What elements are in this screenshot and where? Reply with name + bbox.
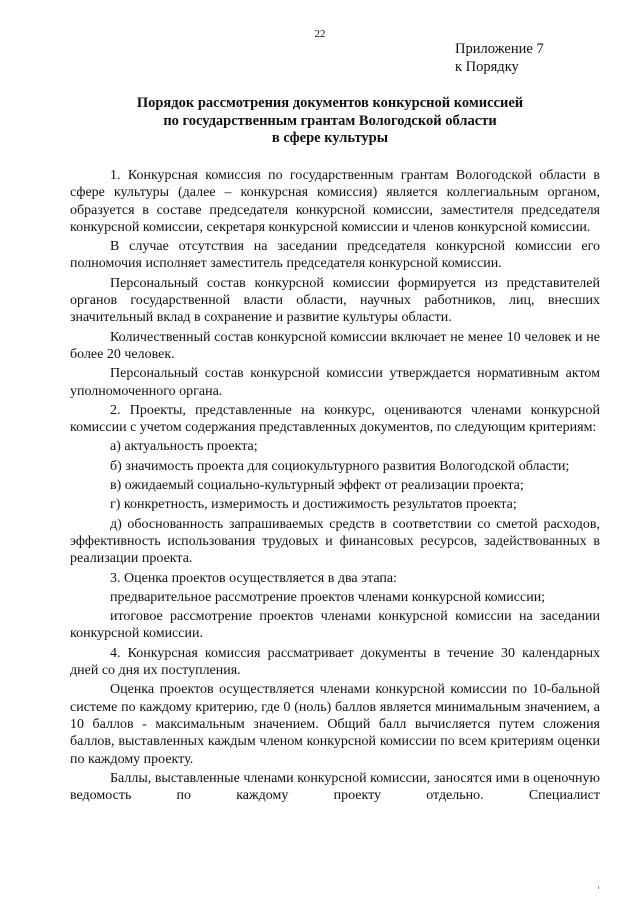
criterion-b: б) значимость проекта для социокультурного развития Вологодской области; xyxy=(110,458,570,474)
title-line-2: по государственным грантам Вологодской области xyxy=(163,112,497,129)
scan-mark xyxy=(598,886,599,889)
paragraph-5: Персональный состав конкурсной комиссии утверждается нормативным актом уполномоченного органа. xyxy=(70,366,600,399)
paragraph-9: Оценка проектов осуществляется членами конкурсной комиссии по 10-бальной системе по каждому критерию, где 0 (ноль) баллов является минимальным значением, а 10 баллов - максимальным значением. Общий балл вычисляется путем сложения баллов, выставленных каждым членом конкурсной комиссии по всем критериям оценки по каждому проекту. xyxy=(70,682,600,767)
document-body xyxy=(70,167,600,806)
paragraph-1: 1. Конкурсная комиссия по государственным грантам Вологодской области в сфере культуры (далее – конкурсная комиссия) является коллегиальным органом, образуется в составе председателя конкурсной комиссии, заместителя председателя конкурсной комиссии, секретаря конкурсной комиссии и членов конкурсной комиссии. xyxy=(70,168,600,235)
paragraph-7: 3. Оценка проектов осуществляется в два этапа: xyxy=(110,570,398,586)
title-line-1: Порядок рассмотрения документов конкурсной комиссией xyxy=(136,95,524,111)
document-title xyxy=(60,95,600,148)
criterion-a: а) актуальность проекта; xyxy=(110,439,258,455)
appendix-reference xyxy=(455,40,544,76)
appendix-line-2: к Порядку xyxy=(455,59,519,75)
criterion-e: д) обоснованность запрашиваемых средств в соответствии со сметой расходов, эффективность использования трудовых и финансовых ресурсов, задействованных в реализации проекта. xyxy=(70,516,600,567)
paragraph-8: 4. Конкурсная комиссия рассматривает документы в течение 30 календарных дней со дня их поступления. xyxy=(70,645,600,679)
paragraph-6: 2. Проекты, представленные на конкурс, оцениваются членами конкурсной комиссии с учетом содержания представленных документов, по следующим критериям: xyxy=(70,402,600,436)
paragraph-4: Количественный состав конкурсной комиссии включает не менее 10 человек и не более 20 человек. xyxy=(70,329,600,362)
title-line-3: в сфере культуры xyxy=(271,130,389,146)
criterion-d: г) конкретность, измеримость и достижимость результатов проекта; xyxy=(110,497,517,513)
appendix-line-1: Приложение 7 xyxy=(455,41,544,57)
paragraph-2: В случае отсутствия на заседании председателя конкурсной комиссии его полномочия исполняет заместитель председателя конкурсной комиссии. xyxy=(70,239,600,272)
stage-1: предварительное рассмотрение проектов членами конкурсной комиссии; xyxy=(110,589,546,605)
criterion-c: в) ожидаемый социально-культурный эффект от реализации проекта; xyxy=(110,478,524,494)
paragraph-10: Баллы, выставленные членами конкурсной комиссии, заносятся ими в оценочную ведомость по каждому проекту отдельно. Специалист xyxy=(70,770,600,804)
page-number: 22 xyxy=(314,28,326,40)
stage-2: итоговое рассмотрение проектов членами конкурсной комиссии на заседании конкурсной комиссии. xyxy=(70,609,600,642)
paragraph-3: Персональный состав конкурсной комиссии формируется из представителей органов государственной власти области, научных работников, лиц, внесших значительный вклад в сохранение и развитие культуры области. xyxy=(70,275,600,326)
